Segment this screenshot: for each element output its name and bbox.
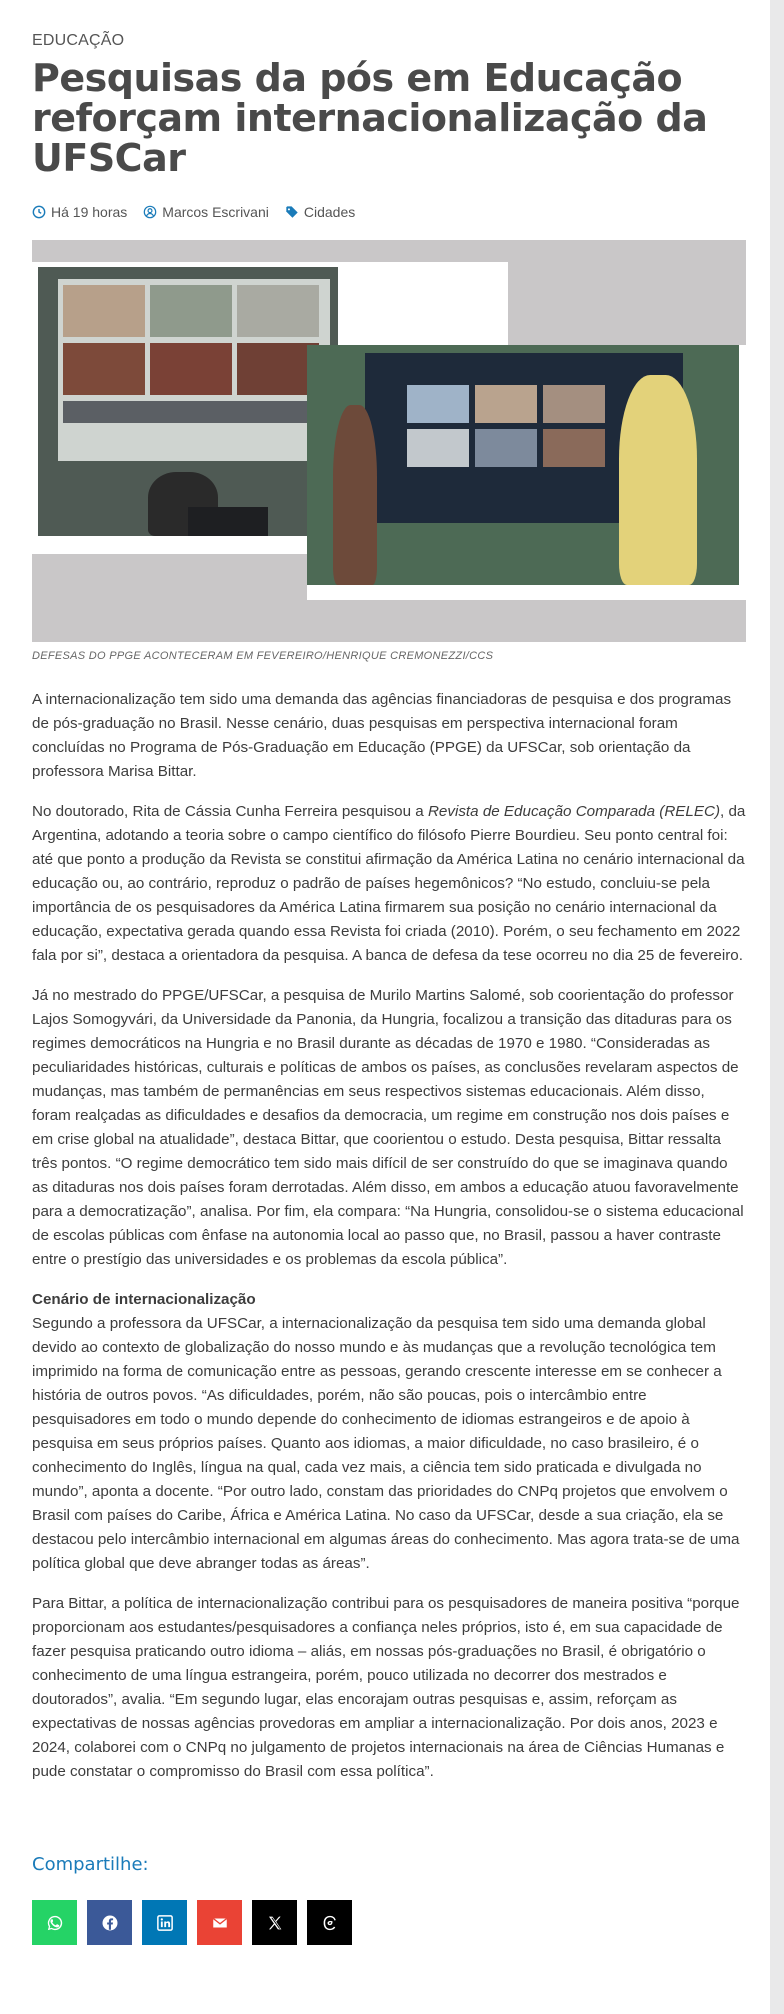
whatsapp-icon — [46, 1914, 64, 1932]
article-meta — [32, 202, 738, 222]
article-category[interactable]: EDUCAÇÃO — [32, 32, 125, 49]
linkedin-icon — [156, 1914, 174, 1932]
paragraph-1: A internacionalização tem sido uma demanda das agências financiadoras de pesquisa e dos programas de pós-graduação no Brasil. Nesse cenário, duas pesquisas em perspectiva internacional foram concluídas no Programa de Pós-Graduação em Educação (PPGE) da UFSCar, sob orientação da professora Marisa Bittar. — [32, 691, 732, 780]
paragraph-2 — [32, 800, 746, 968]
article-body — [32, 688, 746, 1784]
share-x-button[interactable] — [252, 1900, 297, 1945]
share-whatsapp-button[interactable] — [32, 1900, 77, 1945]
user-icon — [143, 205, 157, 219]
paragraph-2-text-b: , da Argentina, adotando a teoria sobre o campo científico do filósofo Pierre Bourdieu. Seu ponto central foi: até que ponto a produção da Revista se constitui afirmação da América Latina no cenário internacional da educação ou, ao contrário, reproduz o padrão de países hegemônicos? “No estudo, concluiu-se pela importância de os pesquisadores da América Latina firmarem sua posição no cenário internacional da educação, expectativa gerada quando essa Revista foi criada (2010). Porém, o seu fechamento em 2022 fala por si”, destaca a orientadora da pesquisa. A banca de defesa da tese ocorreu no dia 25 de fevereiro. — [32, 803, 746, 964]
share-email-button[interactable] — [197, 1900, 242, 1945]
article-hero-image — [32, 240, 746, 642]
threads-icon — [321, 1914, 339, 1932]
meta-time — [32, 204, 127, 220]
x-icon — [266, 1914, 284, 1932]
facebook-icon — [101, 1914, 119, 1932]
meta-author-label[interactable]: Marcos Escrivani — [162, 204, 269, 220]
share-buttons — [32, 1900, 738, 1945]
section-subheading: Cenário de internacionalização — [32, 1291, 256, 1308]
article-title: Pesquisas da pós em Educação reforçam internacionalização da UFSCar — [32, 56, 708, 180]
share-linkedin-button[interactable] — [142, 1900, 187, 1945]
paragraph-2-journal: Revista de Educação Comparada (RELEC) — [427, 803, 721, 820]
tag-icon — [285, 205, 299, 219]
clock-icon — [32, 205, 46, 219]
image-caption: DEFESAS DO PPGE ACONTECERAM EM FEVEREIRO/HENRIQUE CREMONEZZI/CCS — [32, 650, 494, 662]
paragraph-3: Já no mestrado do PPGE/UFSCar, a pesquisa de Murilo Martins Salomé, sob coorientação do professor Lajos Somogyvári, da Universidade da Panonia, da Hungria, focalizou a transição das ditaduras para os regimes democráticos na Hungria e no Brasil durante as décadas de 1970 e 1980. “Consideradas as peculiaridades históricas, culturais e políticas de ambos os países, as conclusões revelaram aspectos de mudanças, mas também de permanências em seus respectivos sistemas educacionais. Além disso, foram realçadas as dificuldades e desafios da democracia, um regime em construção nos dois países e em crise global na atualidade”, destaca Bittar, que coorientou o estudo. Desta pesquisa, Bittar ressalta três pontos. “O regime democrático tem sido mais difícil de ser construído do que se imaginava quando as ditaduras nos dois países foram derrotadas. Além disso, em ambos a educação atuou favoravelmente para a democratização”, analisa. Por fim, ela compara: “Na Hungria, consolidou-se o sistema educacional de escolas públicas com ênfase na autonomia local ao passo que, no Brasil, passou a haver contraste entre o prestígio das universidades e os problemas da escola pública”. — [32, 987, 744, 1268]
photo-defense-2 — [307, 345, 746, 600]
share-facebook-button[interactable] — [87, 1900, 132, 1945]
email-icon — [211, 1914, 229, 1932]
paragraph-4-text: Segundo a professora da UFSCar, a internacionalização da pesquisa tem sido uma demanda global devido ao contexto de globalização do nosso mundo e às mudanças que a revolução tecnológica tem imprimido na forma de comunicação entre as pessoas, gerando crescente interesse em se conhecer a história de outros povos. “As dificuldades, porém, não são poucas, pois o intercâmbio entre pesquisadores em todo o mundo depende do conhecimento de idiomas estrangeiros e de apoio à pesquisa em seus próprios países. Quanto aos idiomas, a maior dificuldade, no caso brasileiro, é o conhecimento do Inglês, língua na qual, cada vez mais, a ciência tem sido praticada e divulgada no mundo”, aponta a docente. “Por outro lado, constam das prioridades do CNPq projetos que envolvem o Brasil com países do Caribe, África e América Latina. No caso da UFSCar, desde a sua criação, ela se destacou pelo intercâmbio internacional em algumas áreas do conhecimento. Mas agora trata-se de uma política global que deve abranger todas as áreas”. — [32, 1315, 740, 1572]
paragraph-2-text-a: No doutorado, Rita de Cássia Cunha Ferreira pesquisou a — [32, 803, 428, 820]
meta-author[interactable] — [143, 204, 269, 220]
meta-section[interactable] — [285, 204, 355, 220]
share-label: Compartilhe: — [32, 1854, 149, 1875]
paragraph-4 — [32, 1288, 746, 1576]
share-threads-button[interactable] — [307, 1900, 352, 1945]
meta-section-label[interactable]: Cidades — [303, 204, 356, 220]
paragraph-5: Para Bittar, a política de internacionalização contribui para os pesquisadores de maneira positiva “porque proporcionam aos estudantes/pesquisadores a confiança neles próprios, isto é, em sua capacidade de fazer pesquisa praticando outro idioma – aliás, em nossas pós-graduações no Brasil, é obrigatório o conhecimento de uma língua estrangeira, porém, pouco utilizada no decorrer dos mestrados e doutorados”, avalia. “Em segundo lugar, elas encorajam outras pesquisas e, assim, reforçam as expectativas de nossas agências provedoras em ampliar a internacionalização. Por dois anos, 2023 e 2024, colaborei com o CNPq no julgamento de projetos internacionais na área de Ciências Humanas e pude constatar o compromisso do Brasil com essa política”. — [32, 1595, 740, 1780]
meta-time-label: Há 19 horas — [51, 204, 128, 220]
